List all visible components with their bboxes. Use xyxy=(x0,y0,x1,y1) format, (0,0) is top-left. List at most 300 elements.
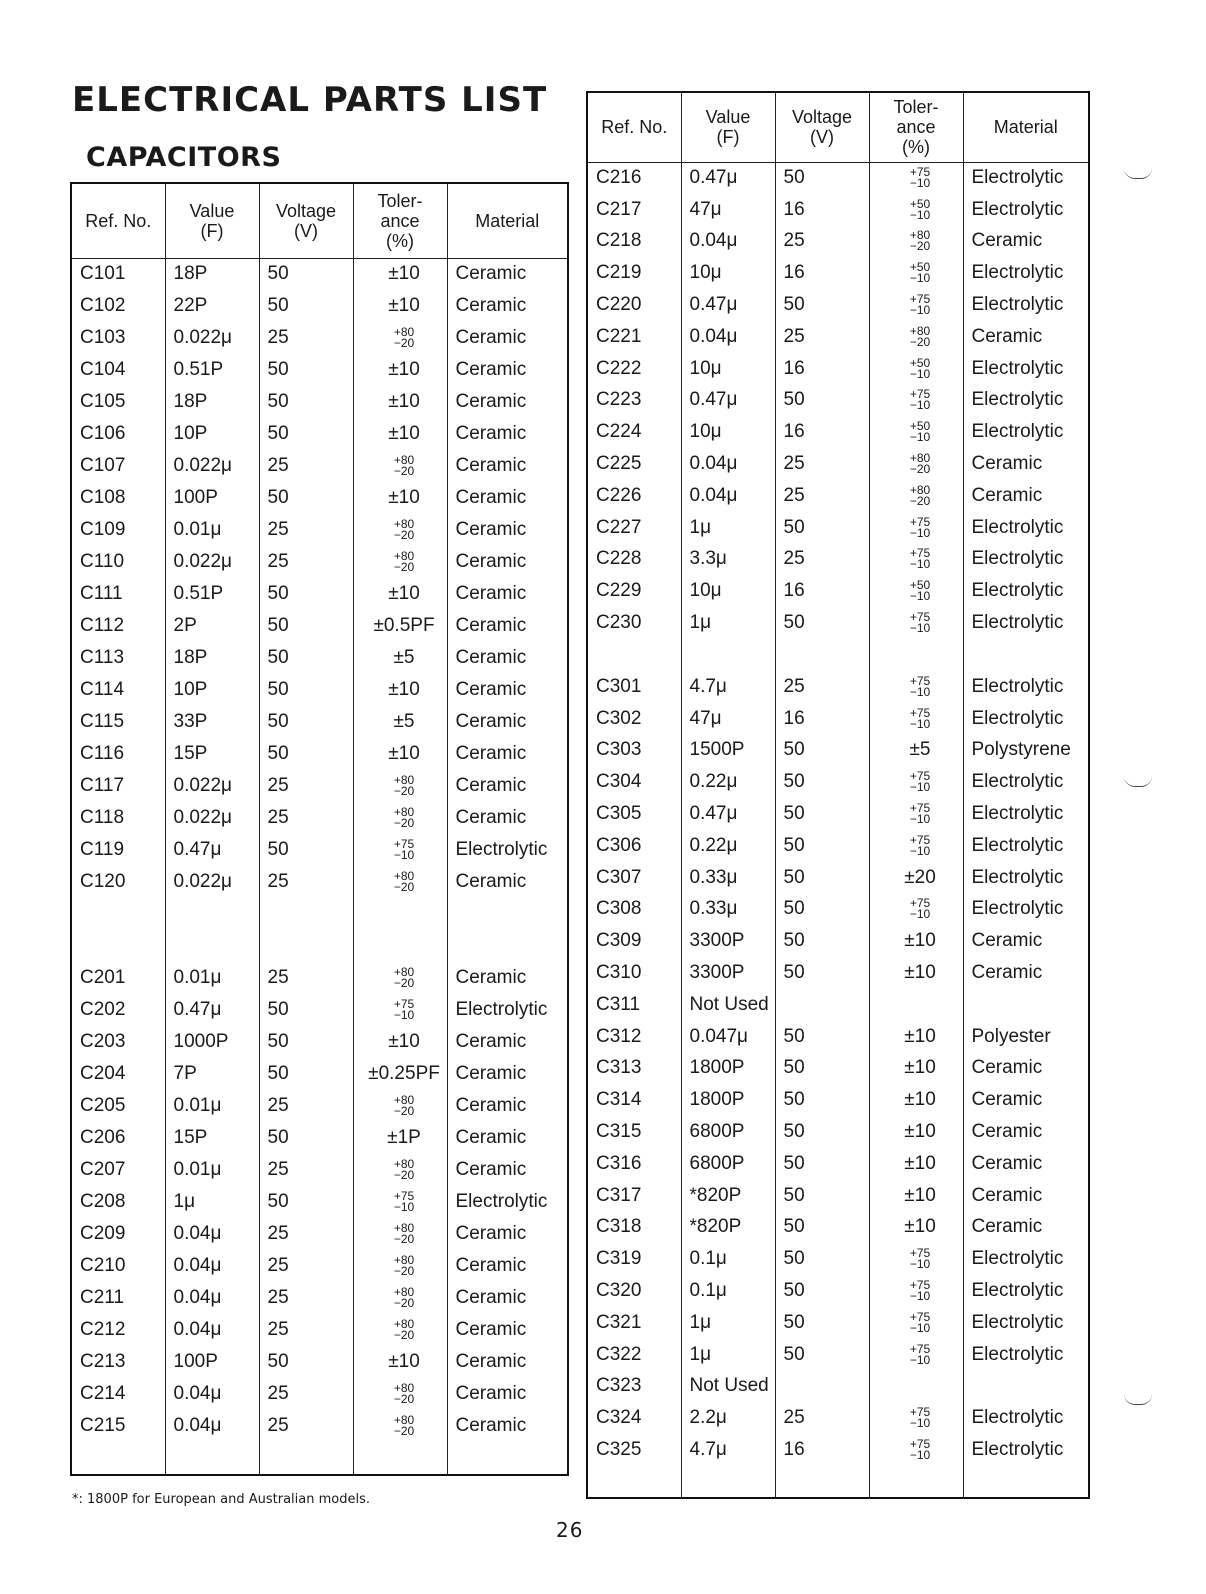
table-row xyxy=(587,1212,1089,1244)
header-value xyxy=(681,92,775,162)
tolerance-cell xyxy=(869,798,963,830)
table-row xyxy=(587,735,1089,767)
ref-cell: C325 xyxy=(587,1434,681,1466)
table-row xyxy=(587,607,1089,639)
empty-cell xyxy=(963,639,1089,671)
value-cell: 0.47μ xyxy=(681,798,775,830)
material-cell: Ceramic xyxy=(447,1410,568,1442)
right-table-body xyxy=(587,162,1089,1498)
material-cell: Ceramic xyxy=(963,226,1089,258)
left-table-body xyxy=(71,258,568,1475)
voltage-cell: 50 xyxy=(259,482,353,514)
table-header-row xyxy=(587,92,1089,162)
capacitors-table-right xyxy=(586,91,1090,1499)
table-row xyxy=(71,482,568,514)
voltage-cell: 50 xyxy=(775,957,869,989)
tolerance-cell xyxy=(353,834,447,866)
voltage-cell: 25 xyxy=(775,448,869,480)
ref-cell: C309 xyxy=(587,925,681,957)
ref-cell: C304 xyxy=(587,766,681,798)
material-cell: Electrolytic xyxy=(963,289,1089,321)
table-row xyxy=(71,514,568,546)
tolerance-upper: +80 xyxy=(393,1093,415,1108)
tolerance-lower: −20 xyxy=(393,335,415,350)
ref-cell: C106 xyxy=(71,418,165,450)
empty-cell xyxy=(447,930,568,962)
tolerance-cell xyxy=(869,1370,963,1402)
tolerance-lower: −10 xyxy=(393,1008,415,1023)
value-cell: 0.04μ xyxy=(165,1410,259,1442)
ref-cell: C201 xyxy=(71,962,165,994)
voltage-cell: 16 xyxy=(775,194,869,226)
tolerance-cell: ±5 xyxy=(353,706,447,738)
empty-cell xyxy=(681,1466,775,1498)
material-cell: Ceramic xyxy=(447,770,568,802)
voltage-cell: 50 xyxy=(259,418,353,450)
material-cell: Ceramic xyxy=(447,1378,568,1410)
tolerance-fraction xyxy=(909,1309,931,1335)
value-cell: 33P xyxy=(165,706,259,738)
value-cell: 0.47μ xyxy=(681,162,775,194)
value-cell: 3.3μ xyxy=(681,544,775,576)
tolerance-upper: +75 xyxy=(393,836,415,851)
tolerance-cell xyxy=(869,1339,963,1371)
table-gap-row xyxy=(71,898,568,930)
tolerance-lower: −10 xyxy=(909,907,931,922)
tolerance-cell: ±10 xyxy=(869,1053,963,1085)
tolerance-lower: −20 xyxy=(393,463,415,478)
ref-cell: C301 xyxy=(587,671,681,703)
tolerance-cell xyxy=(353,514,447,546)
value-cell: 0.04μ xyxy=(165,1218,259,1250)
material-cell: Electrolytic xyxy=(963,607,1089,639)
empty-cell xyxy=(775,1466,869,1498)
tolerance-lower: −10 xyxy=(393,1200,415,1215)
value-cell: 6800P xyxy=(681,1116,775,1148)
tolerance-fraction xyxy=(393,516,415,542)
material-cell: Ceramic xyxy=(447,1250,568,1282)
table-row xyxy=(71,1058,568,1090)
ref-cell: C202 xyxy=(71,994,165,1026)
voltage-cell: 50 xyxy=(775,289,869,321)
empty-cell xyxy=(165,1442,259,1475)
empty-cell xyxy=(587,639,681,671)
tolerance-upper: +80 xyxy=(393,804,415,819)
tolerance-cell xyxy=(869,321,963,353)
header-voltage-line2: (V) xyxy=(294,220,318,241)
header-tol-line1: Toler- xyxy=(377,190,423,211)
table-row xyxy=(587,448,1089,480)
tolerance-upper: +75 xyxy=(909,673,931,688)
material-cell: Ceramic xyxy=(447,1282,568,1314)
voltage-cell: 25 xyxy=(259,1250,353,1282)
value-cell: 18P xyxy=(165,386,259,418)
tolerance-upper: +75 xyxy=(909,1309,931,1324)
ref-cell: C323 xyxy=(587,1370,681,1402)
ref-cell: C321 xyxy=(587,1307,681,1339)
table-row xyxy=(71,290,568,322)
value-cell: 0.1μ xyxy=(681,1243,775,1275)
tolerance-fraction xyxy=(909,673,931,699)
tolerance-cell: ±10 xyxy=(353,418,447,450)
tolerance-cell: ±1P xyxy=(353,1122,447,1154)
voltage-cell: 50 xyxy=(775,735,869,767)
material-cell: Ceramic xyxy=(447,354,568,386)
tolerance-upper: +75 xyxy=(909,832,931,847)
voltage-cell: 50 xyxy=(775,1180,869,1212)
value-cell: 18P xyxy=(165,258,259,290)
voltage-cell: 50 xyxy=(259,738,353,770)
tolerance-lower: −10 xyxy=(909,207,931,222)
tolerance-upper: +50 xyxy=(909,419,931,434)
header-tol-line3: (%) xyxy=(902,137,930,158)
table-row xyxy=(587,321,1089,353)
value-cell: 0.022μ xyxy=(165,866,259,898)
value-cell: 1μ xyxy=(165,1186,259,1218)
tolerance-fraction xyxy=(910,167,930,189)
ref-cell: C113 xyxy=(71,642,165,674)
tolerance-cell: ±10 xyxy=(869,957,963,989)
tolerance-lower: −10 xyxy=(909,812,931,827)
ref-cell: C318 xyxy=(587,1212,681,1244)
material-cell: Ceramic xyxy=(963,1053,1089,1085)
tolerance-cell: ±10 xyxy=(869,1116,963,1148)
voltage-cell: 50 xyxy=(775,1243,869,1275)
ref-cell: C218 xyxy=(587,226,681,258)
tolerance-cell xyxy=(869,607,963,639)
voltage-cell: 50 xyxy=(259,706,353,738)
tolerance-upper: +75 xyxy=(909,610,931,625)
tolerance-cell xyxy=(353,1314,447,1346)
value-cell: 0.47μ xyxy=(681,385,775,417)
material-cell: Polyester xyxy=(963,1021,1089,1053)
material-cell: Electrolytic xyxy=(963,385,1089,417)
header-value-line2: (F) xyxy=(200,220,224,241)
ref-cell: C213 xyxy=(71,1346,165,1378)
table-row xyxy=(587,1275,1089,1307)
tolerance-fraction xyxy=(394,1415,414,1437)
ref-cell: C115 xyxy=(71,706,165,738)
material-cell: Electrolytic xyxy=(963,1434,1089,1466)
tolerance-fraction xyxy=(393,548,415,574)
material-cell: Ceramic xyxy=(963,480,1089,512)
voltage-cell: 16 xyxy=(775,353,869,385)
value-cell: 0.47μ xyxy=(165,994,259,1026)
material-cell xyxy=(963,989,1089,1021)
header-material-label: Material xyxy=(993,117,1058,138)
ref-cell: C230 xyxy=(587,607,681,639)
tolerance-cell: ±10 xyxy=(353,290,447,322)
tolerance-lower: −10 xyxy=(909,1288,931,1303)
header-voltage-line2: (V) xyxy=(810,127,834,148)
ref-cell: C307 xyxy=(587,862,681,894)
tolerance-cell xyxy=(869,385,963,417)
material-cell: Ceramic xyxy=(963,1116,1089,1148)
tolerance-lower: −20 xyxy=(393,1328,415,1343)
voltage-cell: 50 xyxy=(775,1021,869,1053)
value-cell: Not Used xyxy=(681,989,775,1021)
table-row xyxy=(587,226,1089,258)
table-row xyxy=(587,544,1089,576)
material-cell: Electrolytic xyxy=(963,194,1089,226)
tolerance-cell xyxy=(353,1186,447,1218)
table-row xyxy=(587,162,1089,194)
ref-cell: C107 xyxy=(71,450,165,482)
tolerance-upper: +75 xyxy=(909,896,931,911)
tolerance-upper: +75 xyxy=(909,165,931,180)
voltage-cell: 25 xyxy=(259,1090,353,1122)
header-tolerance xyxy=(353,183,447,258)
tolerance-upper: +80 xyxy=(393,324,415,339)
tolerance-cell: ±10 xyxy=(869,1084,963,1116)
voltage-cell: 50 xyxy=(259,834,353,866)
table-row xyxy=(587,766,1089,798)
tolerance-upper: +75 xyxy=(909,1246,931,1261)
tolerance-cell: ±10 xyxy=(353,738,447,770)
ref-cell: C314 xyxy=(587,1084,681,1116)
header-value-line2: (F) xyxy=(716,127,740,148)
tolerance-upper: +80 xyxy=(909,451,931,466)
table-row xyxy=(71,354,568,386)
tolerance-upper: +80 xyxy=(393,1221,415,1236)
ref-cell: C108 xyxy=(71,482,165,514)
tolerance-cell: ±10 xyxy=(353,386,447,418)
footnote: *: 1800P for European and Australian models. xyxy=(72,1492,370,1507)
tolerance-cell: ±5 xyxy=(869,735,963,767)
value-cell: 1000P xyxy=(165,1026,259,1058)
material-cell: Ceramic xyxy=(447,1026,568,1058)
value-cell: 100P xyxy=(165,482,259,514)
tolerance-cell xyxy=(869,989,963,1021)
tolerance-upper: +50 xyxy=(909,578,931,593)
material-cell: Electrolytic xyxy=(963,798,1089,830)
material-cell: Ceramic xyxy=(447,418,568,450)
section-title: CAPACITORS xyxy=(86,142,282,173)
tolerance-fraction xyxy=(909,1277,931,1303)
voltage-cell xyxy=(775,989,869,1021)
material-cell: Electrolytic xyxy=(447,834,568,866)
material-cell: Electrolytic xyxy=(963,703,1089,735)
ref-cell: C303 xyxy=(587,735,681,767)
tolerance-lower: −10 xyxy=(909,843,931,858)
material-cell: Electrolytic xyxy=(963,416,1089,448)
value-cell: 0.04μ xyxy=(165,1314,259,1346)
table-row xyxy=(587,480,1089,512)
voltage-cell: 50 xyxy=(259,1346,353,1378)
table-row xyxy=(71,802,568,834)
tolerance-fraction xyxy=(909,1341,931,1367)
material-cell: Electrolytic xyxy=(963,512,1089,544)
page-number: 26 xyxy=(556,1518,584,1542)
scan-mark-icon xyxy=(1124,1394,1152,1405)
tolerance-fraction xyxy=(393,772,415,798)
tolerance-lower: −10 xyxy=(909,684,931,699)
header-value xyxy=(165,183,259,258)
voltage-cell: 25 xyxy=(775,1402,869,1434)
ref-cell: C225 xyxy=(587,448,681,480)
ref-cell: C103 xyxy=(71,322,165,354)
tolerance-upper: +75 xyxy=(909,514,931,529)
tolerance-lower: −20 xyxy=(393,815,415,830)
material-cell: Ceramic xyxy=(447,1218,568,1250)
tolerance-lower: −10 xyxy=(909,621,931,636)
voltage-cell: 50 xyxy=(259,1058,353,1090)
value-cell: 0.47μ xyxy=(681,289,775,321)
tolerance-lower: −20 xyxy=(393,879,415,894)
tolerance-cell: ±10 xyxy=(869,1212,963,1244)
material-cell: Ceramic xyxy=(447,546,568,578)
table-row xyxy=(71,1250,568,1282)
table-row xyxy=(587,1180,1089,1212)
voltage-cell: 25 xyxy=(259,514,353,546)
tolerance-lower: −10 xyxy=(909,716,931,731)
tolerance-cell xyxy=(353,1090,447,1122)
voltage-cell: 25 xyxy=(775,544,869,576)
header-voltage-line1: Voltage xyxy=(791,107,853,128)
material-cell: Ceramic xyxy=(963,925,1089,957)
header-ref-label: Ref. No. xyxy=(601,117,668,138)
empty-cell xyxy=(587,1466,681,1498)
scan-mark-icon xyxy=(1124,776,1152,787)
tolerance-lower: −20 xyxy=(393,1264,415,1279)
table-row xyxy=(71,1154,568,1186)
voltage-cell: 50 xyxy=(259,674,353,706)
value-cell: 3300P xyxy=(681,925,775,957)
tolerance-cell xyxy=(869,353,963,385)
table-row xyxy=(71,962,568,994)
header-ref-label: Ref. No. xyxy=(85,210,152,231)
tolerance-cell xyxy=(869,162,963,194)
voltage-cell: 50 xyxy=(259,642,353,674)
ref-cell: C203 xyxy=(71,1026,165,1058)
tolerance-cell xyxy=(869,575,963,607)
material-cell: Electrolytic xyxy=(963,1243,1089,1275)
voltage-cell: 50 xyxy=(775,607,869,639)
ref-cell: C210 xyxy=(71,1250,165,1282)
value-cell: 1800P xyxy=(681,1084,775,1116)
tolerance-fraction xyxy=(910,230,930,252)
voltage-cell: 50 xyxy=(775,798,869,830)
header-material-label: Material xyxy=(475,210,540,231)
tolerance-lower: −10 xyxy=(909,398,931,413)
table-row xyxy=(71,770,568,802)
tolerance-cell: ±10 xyxy=(353,674,447,706)
tolerance-cell xyxy=(353,770,447,802)
tolerance-cell xyxy=(869,766,963,798)
tolerance-lower: −10 xyxy=(909,271,931,286)
material-cell: Ceramic xyxy=(963,321,1089,353)
table-row xyxy=(71,578,568,610)
tolerance-cell xyxy=(353,994,447,1026)
tolerance-upper: +75 xyxy=(909,1405,931,1420)
value-cell: 3300P xyxy=(681,957,775,989)
empty-cell xyxy=(963,1466,1089,1498)
material-cell: Ceramic xyxy=(447,290,568,322)
value-cell: 4.7μ xyxy=(681,1434,775,1466)
voltage-cell: 50 xyxy=(775,1084,869,1116)
ref-cell: C206 xyxy=(71,1122,165,1154)
tolerance-fraction xyxy=(393,836,415,862)
voltage-cell: 50 xyxy=(775,1275,869,1307)
material-cell: Ceramic xyxy=(447,802,568,834)
header-value-line1: Value xyxy=(189,200,235,221)
material-cell: Ceramic xyxy=(447,386,568,418)
tolerance-lower: −20 xyxy=(393,1104,415,1119)
tolerance-cell xyxy=(869,703,963,735)
empty-cell xyxy=(869,1466,963,1498)
table-row xyxy=(587,830,1089,862)
tolerance-fraction xyxy=(394,1319,414,1341)
value-cell: 0.04μ xyxy=(681,226,775,258)
material-cell: Ceramic xyxy=(447,610,568,642)
material-cell: Electrolytic xyxy=(963,575,1089,607)
empty-cell xyxy=(447,1442,568,1475)
tolerance-fraction xyxy=(910,453,930,475)
tolerance-upper: +80 xyxy=(393,1285,415,1300)
filler-row xyxy=(587,1466,1089,1498)
material-cell: Electrolytic xyxy=(447,994,568,1026)
table-row xyxy=(587,289,1089,321)
value-cell: 10P xyxy=(165,674,259,706)
value-cell: 0.022μ xyxy=(165,322,259,354)
value-cell: 1μ xyxy=(681,512,775,544)
voltage-cell: 50 xyxy=(259,1026,353,1058)
tolerance-cell: ±10 xyxy=(869,1021,963,1053)
tolerance-cell xyxy=(869,1243,963,1275)
value-cell: 1μ xyxy=(681,1339,775,1371)
material-cell: Ceramic xyxy=(447,642,568,674)
material-cell: Electrolytic xyxy=(963,257,1089,289)
material-cell: Electrolytic xyxy=(447,1186,568,1218)
voltage-cell: 16 xyxy=(775,416,869,448)
tolerance-cell: ±0.5PF xyxy=(353,610,447,642)
value-cell: 22P xyxy=(165,290,259,322)
voltage-cell: 50 xyxy=(775,1053,869,1085)
empty-cell xyxy=(165,898,259,930)
material-cell: Ceramic xyxy=(447,674,568,706)
material-cell: Electrolytic xyxy=(963,766,1089,798)
material-cell: Ceramic xyxy=(447,578,568,610)
tolerance-lower: −10 xyxy=(909,1416,931,1431)
voltage-cell: 50 xyxy=(775,1148,869,1180)
header-material xyxy=(963,92,1089,162)
capacitors-table-left xyxy=(70,182,569,1476)
value-cell: 0.22μ xyxy=(681,766,775,798)
tolerance-lower: −10 xyxy=(909,176,931,191)
voltage-cell: 25 xyxy=(775,321,869,353)
voltage-cell: 50 xyxy=(775,1212,869,1244)
tolerance-fraction xyxy=(909,196,931,222)
voltage-cell: 25 xyxy=(775,226,869,258)
empty-cell xyxy=(775,639,869,671)
material-cell: Ceramic xyxy=(447,1346,568,1378)
material-cell: Polystyrene xyxy=(963,735,1089,767)
ref-cell: C120 xyxy=(71,866,165,898)
tolerance-upper: +80 xyxy=(393,548,415,563)
value-cell: 10μ xyxy=(681,257,775,289)
tolerance-cell xyxy=(353,962,447,994)
empty-cell xyxy=(681,639,775,671)
filler-row xyxy=(71,1442,568,1475)
ref-cell: C220 xyxy=(587,289,681,321)
header-voltage xyxy=(259,183,353,258)
ref-cell: C205 xyxy=(71,1090,165,1122)
empty-cell xyxy=(71,1442,165,1475)
empty-cell xyxy=(71,930,165,962)
tolerance-cell: ±10 xyxy=(353,354,447,386)
tolerance-lower: −10 xyxy=(909,557,931,572)
table-row xyxy=(71,1282,568,1314)
